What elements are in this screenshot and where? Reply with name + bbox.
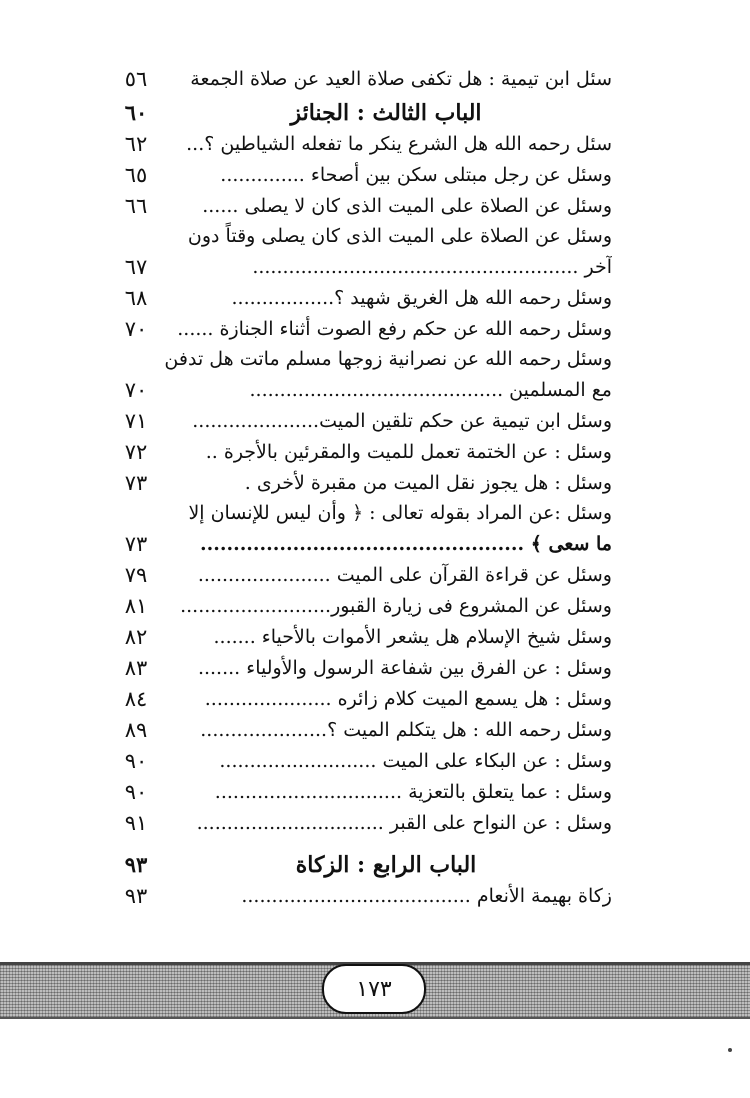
toc-page-number: ٨٢ [124, 625, 148, 649]
toc-page-number: ٩٣ [124, 884, 148, 908]
toc-row [112, 497, 612, 527]
toc-page-number: ٩١ [124, 811, 148, 835]
table-of-contents [112, 62, 612, 910]
toc-row [112, 651, 612, 682]
toc-page-number: ٦٨ [124, 286, 148, 310]
chapter-heading [112, 93, 612, 127]
toc-page-number: ٧١ [124, 409, 148, 433]
toc-row [112, 127, 612, 158]
toc-entry: وسئل عن الصلاة على الميت الذى كان لا يصلى ...... [202, 195, 612, 217]
toc-page-number: ٧٠ [124, 378, 148, 402]
toc-page-number: ٨٩ [124, 718, 148, 742]
toc-entry: سئل ابن تيمية : هل تكفى صلاة العيد عن صلاة الجمعة [190, 68, 612, 90]
toc-row [112, 879, 612, 910]
toc-row [112, 158, 612, 189]
toc-page-number: ٧٣ [124, 532, 148, 556]
toc-row [112, 343, 612, 373]
toc-entry: زكاة بهيمة الأنعام ...................................... [241, 885, 612, 907]
toc-entry: وسئل رحمه الله : هل يتكلم الميت ؟..................... [200, 719, 612, 741]
toc-entry: وسئل رحمه الله عن نصرانية زوجها مسلم ماتت هل تدفن [164, 348, 612, 370]
toc-entry: وسئل عن المشروع فى زيارة القبور......................... [180, 595, 612, 617]
page-number-badge: ١٧٣ [322, 964, 426, 1014]
toc-entry: وسئل : عن النواح على القبر ............................... [196, 812, 612, 834]
toc-entry: سئل رحمه الله هل الشرع ينكر ما تفعله الشياطين ؟... [186, 133, 612, 155]
toc-page-number: ٥٦ [124, 67, 148, 91]
toc-row [112, 373, 612, 404]
toc-entry: وسئل : عما يتعلق بالتعزية ............................... [214, 781, 612, 803]
toc-entry: وسئل عن رجل مبتلى سكن بين أصحاء .............. [220, 164, 612, 186]
toc-page-number: ٦٠ [124, 100, 148, 125]
toc-page-number: ٧٢ [124, 440, 148, 464]
toc-page-number: ٩٠ [124, 780, 148, 804]
toc-entry: وسئل رحمه الله عن حكم رفع الصوت أثناء الجنازة ...... [177, 318, 612, 340]
toc-row [112, 62, 612, 93]
toc-row [112, 558, 612, 589]
toc-entry: آخر ...................................................... [252, 256, 612, 278]
toc-entry: وسئل شيخ الإسلام هل يشعر الأموات بالأحياء ....... [213, 626, 612, 648]
toc-entry: وسئل عن قراءة القرآن على الميت ...................... [197, 564, 612, 586]
toc-row [112, 620, 612, 651]
toc-entry: وسئل عن الصلاة على الميت الذى كان يصلى وقتاً دون [187, 225, 612, 247]
toc-row [112, 281, 612, 312]
toc-entry: وسئل : عن الفرق بين شفاعة الرسول والأولياء ....... [197, 657, 612, 679]
toc-row [112, 435, 612, 466]
toc-page-number: ٦٦ [124, 194, 148, 218]
scan-speck [728, 1048, 732, 1052]
toc-entry: وسئل رحمه الله هل الغريق شهيد ؟................. [231, 287, 612, 309]
toc-entry: وسئل : عن البكاء على الميت .......................... [219, 750, 612, 772]
toc-row [112, 527, 612, 558]
toc-entry: وسئل ابن تيمية عن حكم تلقين الميت..................... [192, 410, 612, 432]
toc-row [112, 250, 612, 281]
toc-row [112, 312, 612, 343]
toc-row [112, 713, 612, 744]
toc-entry: وسئل : هل يجوز نقل الميت من مقبرة لأخرى . [244, 472, 612, 494]
toc-page-number: ٨١ [124, 594, 148, 618]
toc-row [112, 806, 612, 837]
toc-row [112, 589, 612, 620]
chapter-title: الباب الرابع : الزكاة [295, 852, 477, 878]
toc-entry: وسئل : عن الختمة تعمل للميت والمقرئين بالأجرة .. [205, 441, 612, 463]
toc-entry: وسئل : هل يسمع الميت كلام زائره ..................... [204, 688, 612, 710]
toc-row [112, 404, 612, 435]
toc-page-number: ٦٧ [124, 255, 148, 279]
toc-entry: مع المسلمين .......................................... [249, 379, 612, 401]
toc-row [112, 189, 612, 220]
toc-page-number: ٩٣ [124, 852, 148, 877]
toc-entry: وسئل :عن المراد بقوله تعالى : ﴿ وأن ليس للإنسان إلا [188, 502, 612, 524]
toc-page-number: ٦٥ [124, 163, 148, 187]
toc-page-number: ٧٣ [124, 471, 148, 495]
toc-row [112, 775, 612, 806]
chapter-title: الباب الثالث : الجنائز [290, 100, 482, 126]
toc-row [112, 220, 612, 250]
toc-page-number: ٨٤ [124, 687, 148, 711]
toc-row [112, 466, 612, 497]
toc-row [112, 744, 612, 775]
toc-page-number: ٦٢ [124, 132, 148, 156]
toc-page-number: ٧٠ [124, 317, 148, 341]
chapter-heading [112, 845, 612, 879]
toc-row [112, 682, 612, 713]
toc-page-number: ٨٣ [124, 656, 148, 680]
toc-entry: ما سعى ﴾ ................................................. [200, 533, 612, 555]
toc-page-number: ٧٩ [124, 563, 148, 587]
toc-page-number: ٩٠ [124, 749, 148, 773]
